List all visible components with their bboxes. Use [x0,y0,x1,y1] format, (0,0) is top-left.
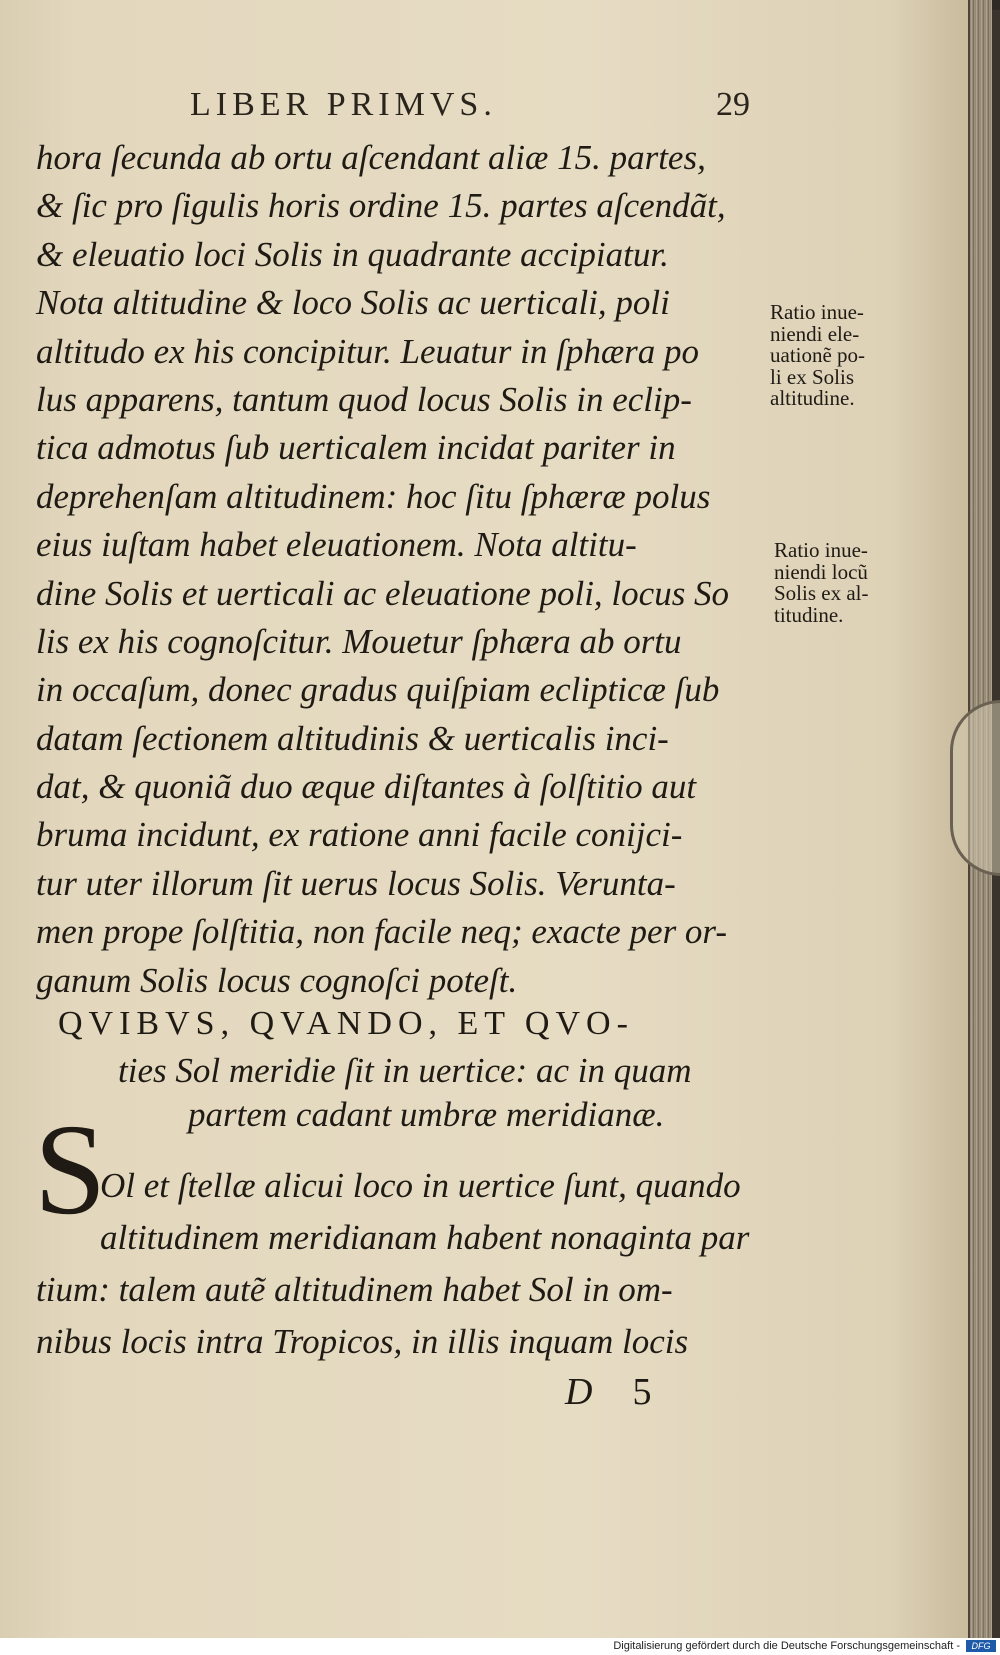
text-line: men prope ſolſtitia, non facile neq; exacte per or- [36,912,728,952]
text-line: altitudinem meridianam habent nonaginta par [100,1218,750,1257]
running-header [190,86,750,134]
text-line: in occaſum, donec gradus quiſpiam eclipticæ ſub [36,670,720,710]
marginal-note-line: li ex Solis [770,364,855,389]
marginal-note-elevation [770,302,920,410]
text-line: altitudo ex his concipitur. Leuatur in ſphæra po [36,331,700,371]
text-line: datam ſectionem altitudinis & uerticalis inci- [36,718,669,758]
heading-line: ties Sol meridie ſit in uertice: ac in quam [118,1051,692,1090]
text-line: lis ex his cognoſcitur. Mouetur ſphæra ab ortu [36,621,682,661]
page-number: 29 [716,86,750,123]
text-line: lus apparens, tantum quod locus Solis in eclip- [36,379,692,419]
main-text [36,134,766,1005]
marginal-note-line: Ratio inue- [774,538,868,562]
text-line: Ol et ſtellæ alicui loco in uertice ſunt, quando [100,1166,741,1205]
heading-line: QVIBVS, QVANDO, ET QVO- [58,1005,634,1042]
marginal-note-line: titudine. [774,602,844,627]
marginal-note-sun-location [774,540,924,626]
running-title: LIBER PRIMVS. [190,86,497,123]
text-line: ganum Solis locus cognoſci poteſt. [36,960,518,1000]
marginal-note-line: niendi locũ [774,559,868,584]
second-paragraph [36,1160,766,1368]
marginal-note-line: altitudine. [770,386,855,411]
marginal-note-line: Ratio inue- [770,300,864,324]
drop-capital: S [34,1098,107,1242]
signature-letter: D [565,1371,593,1413]
text-line: tium: talem autẽ altitudinem habet Sol in om- [36,1270,673,1309]
text-line: tur uter illorum ſit uerus locus Solis. Verunta- [36,863,676,903]
footer-bar [0,1638,1000,1655]
text-line: dat, & quoniã duo æque diſtantes à ſolſtitio aut [36,767,697,807]
text-line: eius iuſtam habet eleuationem. Nota altitu- [36,525,637,565]
text-line: nibus locis intra Tropicos, in illis inquam locis [36,1322,689,1361]
text-line: tica admotus ſub uerticalem incidat pariter in [36,428,676,468]
text-line: deprehenſam altitudinem: hoc ſitu ſphæræ polus [36,476,711,516]
text-line: bruma incidunt, ex ratione anni facile conijci- [36,815,683,855]
section-heading [36,1005,766,1135]
text-line: & ſic pro ſigulis horis ordine 15. partes aſcendãt, [36,186,726,226]
marginal-note-line: uationẽ po- [770,343,866,368]
dfg-logo: DFG [966,1640,996,1652]
text-line: Nota altitudine & loco Solis ac uerticali, poli [36,283,670,323]
marginal-note-line: Solis ex al- [774,581,869,606]
funding-credit: Digitalisierung gefördert durch die Deutsche Forschungsgemeinschaft - [613,1640,960,1652]
text-line: dine Solis et uerticali ac eleuatione poli, locus So [36,573,730,613]
text-line: hora ſecunda ab ortu aſcendant aliæ 15. partes, [36,138,706,177]
marginal-note-line: niendi ele- [770,321,860,346]
signature-number: 5 [632,1371,652,1413]
page-clip [950,700,1000,876]
signature-mark [565,1370,651,1414]
text-line: & eleuatio loci Solis in quadrante accipiatur. [36,234,669,274]
heading-line: partem cadant umbræ meridianæ. [188,1095,665,1134]
